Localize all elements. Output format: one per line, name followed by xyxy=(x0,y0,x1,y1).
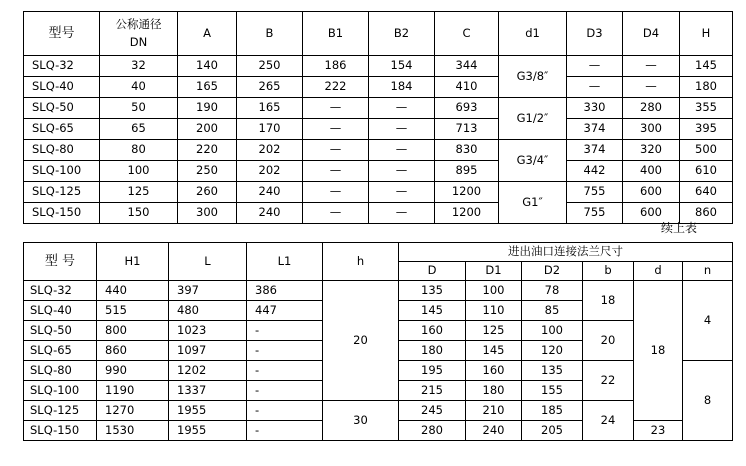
cell-n: 8 xyxy=(683,361,733,441)
cell: SLQ-100 xyxy=(24,381,97,401)
table-row xyxy=(24,98,733,119)
cell: 65 xyxy=(100,119,178,140)
cell: - xyxy=(247,421,323,441)
cell: 180 xyxy=(466,381,522,401)
cell: 1202 xyxy=(169,361,247,381)
table-row xyxy=(24,119,733,140)
cell: 240 xyxy=(237,203,303,224)
cell: 80 xyxy=(100,140,178,161)
cell: 220 xyxy=(178,140,237,161)
cell: 300 xyxy=(178,203,237,224)
cell: SLQ-50 xyxy=(24,321,97,341)
cell: 500 xyxy=(680,140,733,161)
table-header-row xyxy=(24,243,733,262)
cell: 800 xyxy=(97,321,169,341)
cell: 50 xyxy=(100,98,178,119)
cell: 1955 xyxy=(169,421,247,441)
cell: — xyxy=(623,77,680,98)
cell: 395 xyxy=(680,119,733,140)
cell: 600 xyxy=(623,182,680,203)
cell: 240 xyxy=(466,421,522,441)
cell: 135 xyxy=(399,281,466,301)
cell: SLQ-80 xyxy=(24,361,97,381)
header-dn: 公称通径 DN xyxy=(100,12,178,56)
table-row xyxy=(24,182,733,203)
cell: 640 xyxy=(680,182,733,203)
cell: 100 xyxy=(100,161,178,182)
cell: — xyxy=(369,182,435,203)
header-D1: D1 xyxy=(466,262,522,281)
cell: 280 xyxy=(399,421,466,441)
cell: - xyxy=(247,401,323,421)
continued-caption: 续上表 xyxy=(661,221,698,235)
cell: 40 xyxy=(100,77,178,98)
cell: 480 xyxy=(169,301,247,321)
cell: 135 xyxy=(522,361,583,381)
header-D: D xyxy=(399,262,466,281)
cell: — xyxy=(369,98,435,119)
cell: 442 xyxy=(567,161,623,182)
table-row xyxy=(24,56,733,77)
cell: 355 xyxy=(680,98,733,119)
header-B: B xyxy=(237,12,303,56)
cell: 120 xyxy=(522,341,583,361)
cell: SLQ-32 xyxy=(24,281,97,301)
cell: 180 xyxy=(680,77,733,98)
cell: — xyxy=(303,203,369,224)
cell: 755 xyxy=(567,203,623,224)
cell: 100 xyxy=(466,281,522,301)
header-model: 型 号 xyxy=(24,243,97,281)
cell: 170 xyxy=(237,119,303,140)
cell: 125 xyxy=(466,321,522,341)
cell-d1: G1″ xyxy=(499,182,567,224)
cell: 205 xyxy=(522,421,583,441)
cell-d: 18 xyxy=(634,281,683,421)
cell: — xyxy=(369,161,435,182)
cell: SLQ-100 xyxy=(24,161,100,182)
cell: 165 xyxy=(237,98,303,119)
cell: 180 xyxy=(399,341,466,361)
cell: 250 xyxy=(178,161,237,182)
cell-d1: G3/8″ xyxy=(499,56,567,98)
cell: 755 xyxy=(567,182,623,203)
cell: 386 xyxy=(247,281,323,301)
cell-b: 22 xyxy=(583,361,634,401)
cell: 186 xyxy=(303,56,369,77)
cell: SLQ-32 xyxy=(24,56,100,77)
cell: 145 xyxy=(680,56,733,77)
cell: 240 xyxy=(237,182,303,203)
table-row xyxy=(24,401,733,421)
cell: 330 xyxy=(567,98,623,119)
cell-h: 20 xyxy=(323,281,399,401)
header-h: h xyxy=(323,243,399,281)
table-row xyxy=(24,281,733,301)
cell: 184 xyxy=(369,77,435,98)
cell: 265 xyxy=(237,77,303,98)
header-flange-group: 进出油口连接法兰尺寸 xyxy=(399,243,733,262)
header-C: C xyxy=(435,12,499,56)
cell: 374 xyxy=(567,119,623,140)
header-D3: D3 xyxy=(567,12,623,56)
header-d: d xyxy=(634,262,683,281)
cell: 215 xyxy=(399,381,466,401)
cell: 165 xyxy=(178,77,237,98)
cell: 210 xyxy=(466,401,522,421)
header-b: b xyxy=(583,262,634,281)
table-header-row xyxy=(24,12,733,56)
cell: 410 xyxy=(435,77,499,98)
cell: — xyxy=(303,182,369,203)
cell: 440 xyxy=(97,281,169,301)
dimension-table-1 xyxy=(23,11,733,224)
cell: 990 xyxy=(97,361,169,381)
cell: - xyxy=(247,341,323,361)
cell: — xyxy=(369,203,435,224)
cell: 150 xyxy=(100,203,178,224)
header-B1: B1 xyxy=(303,12,369,56)
cell: SLQ-65 xyxy=(24,341,97,361)
cell-d1: G3/4″ xyxy=(499,140,567,182)
cell: 447 xyxy=(247,301,323,321)
cell: — xyxy=(303,140,369,161)
cell: 100 xyxy=(522,321,583,341)
cell: SLQ-125 xyxy=(24,401,97,421)
cell: 1097 xyxy=(169,341,247,361)
cell: SLQ-150 xyxy=(24,203,100,224)
header-D4: D4 xyxy=(623,12,680,56)
cell-b: 18 xyxy=(583,281,634,321)
cell: — xyxy=(567,56,623,77)
cell: 140 xyxy=(178,56,237,77)
header-n: n xyxy=(683,262,733,281)
cell: 280 xyxy=(623,98,680,119)
cell: 154 xyxy=(369,56,435,77)
cell: 693 xyxy=(435,98,499,119)
cell: - xyxy=(247,361,323,381)
cell: 1200 xyxy=(435,182,499,203)
cell: 260 xyxy=(178,182,237,203)
header-H: H xyxy=(680,12,733,56)
cell: 245 xyxy=(399,401,466,421)
cell: SLQ-80 xyxy=(24,140,100,161)
dimension-table-2 xyxy=(23,242,733,441)
cell: 78 xyxy=(522,281,583,301)
cell: — xyxy=(303,98,369,119)
cell: 860 xyxy=(97,341,169,361)
cell: 1530 xyxy=(97,421,169,441)
cell-n: 4 xyxy=(683,281,733,361)
header-L1: L1 xyxy=(247,243,323,281)
header-d1: d1 xyxy=(499,12,567,56)
cell: 1200 xyxy=(435,203,499,224)
cell: 1190 xyxy=(97,381,169,401)
cell: — xyxy=(623,56,680,77)
cell: 600 xyxy=(623,203,680,224)
cell: 160 xyxy=(399,321,466,341)
cell: 145 xyxy=(399,301,466,321)
header-H1: H1 xyxy=(97,243,169,281)
cell: — xyxy=(303,161,369,182)
cell: 830 xyxy=(435,140,499,161)
header-L: L xyxy=(169,243,247,281)
cell: — xyxy=(369,119,435,140)
cell: SLQ-50 xyxy=(24,98,100,119)
cell: SLQ-125 xyxy=(24,182,100,203)
cell: 145 xyxy=(466,341,522,361)
cell-d1: G1/2″ xyxy=(499,98,567,140)
cell: 1337 xyxy=(169,381,247,401)
cell: 1955 xyxy=(169,401,247,421)
cell: 895 xyxy=(435,161,499,182)
cell-h: 30 xyxy=(323,401,399,441)
cell: 202 xyxy=(237,161,303,182)
table-row xyxy=(24,140,733,161)
cell: 222 xyxy=(303,77,369,98)
cell: 160 xyxy=(466,361,522,381)
cell: 1023 xyxy=(169,321,247,341)
header-B2: B2 xyxy=(369,12,435,56)
cell: - xyxy=(247,321,323,341)
cell: SLQ-65 xyxy=(24,119,100,140)
cell: 400 xyxy=(623,161,680,182)
cell: 32 xyxy=(100,56,178,77)
cell: 1270 xyxy=(97,401,169,421)
cell: 344 xyxy=(435,56,499,77)
table-row xyxy=(24,161,733,182)
cell: SLQ-150 xyxy=(24,421,97,441)
cell: - xyxy=(247,381,323,401)
cell: — xyxy=(567,77,623,98)
cell: 155 xyxy=(522,381,583,401)
cell: 713 xyxy=(435,119,499,140)
cell: SLQ-40 xyxy=(24,77,100,98)
cell: 610 xyxy=(680,161,733,182)
cell: 250 xyxy=(237,56,303,77)
cell: 125 xyxy=(100,182,178,203)
header-A: A xyxy=(178,12,237,56)
cell-b: 20 xyxy=(583,321,634,361)
cell: SLQ-40 xyxy=(24,301,97,321)
cell: — xyxy=(303,119,369,140)
cell: 190 xyxy=(178,98,237,119)
cell-b: 24 xyxy=(583,401,634,441)
cell: 185 xyxy=(522,401,583,421)
cell: 85 xyxy=(522,301,583,321)
cell: 515 xyxy=(97,301,169,321)
header-D2: D2 xyxy=(522,262,583,281)
cell: 195 xyxy=(399,361,466,381)
cell: 110 xyxy=(466,301,522,321)
table-row xyxy=(24,77,733,98)
cell: 860 xyxy=(680,203,733,224)
cell: — xyxy=(369,140,435,161)
cell: 300 xyxy=(623,119,680,140)
cell: 320 xyxy=(623,140,680,161)
cell: 202 xyxy=(237,140,303,161)
cell: 200 xyxy=(178,119,237,140)
table-row xyxy=(24,203,733,224)
cell: 397 xyxy=(169,281,247,301)
cell: 374 xyxy=(567,140,623,161)
cell-d: 23 xyxy=(634,421,683,441)
header-model: 型号 xyxy=(24,12,100,56)
